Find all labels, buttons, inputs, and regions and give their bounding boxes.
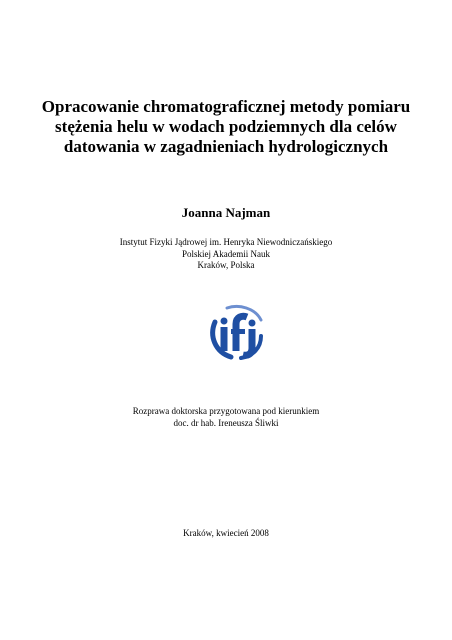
affiliation-line-3: Kraków, Polska — [197, 260, 255, 270]
affiliation-line-2: Polskiej Akademii Nauk — [182, 248, 270, 259]
place-and-date: Kraków, kwiecień 2008 — [183, 528, 269, 538]
thesis-supervision-line-1: Rozprawa doktorska przygotowana pod kierunkiem — [132, 406, 320, 416]
logo-f-bar — [231, 329, 245, 334]
thesis-title-line-1: Opracowanie chromatograficznej metody pomiaru — [41, 97, 411, 116]
institute-logo-ifj-icon — [205, 302, 267, 362]
logo-i-stem — [221, 327, 228, 351]
logo-i-dot — [221, 318, 228, 325]
logo-j-dot — [249, 320, 256, 327]
author-name: Joanna Najman — [181, 205, 271, 220]
institute-logo-svg — [205, 302, 267, 362]
thesis-title-line-2: stężenia helu w wodach podziemnych dla celów — [55, 117, 397, 136]
thesis-title-line-3: datowania w zagadnieniach hydrologicznych — [63, 137, 389, 156]
thesis-title — [0, 97, 452, 157]
thesis-supervision — [0, 406, 452, 429]
affiliation-line-1: Instytut Fizyki Jądrowej im. Henryka Niewodniczańskiego — [119, 237, 333, 247]
affiliation — [0, 237, 452, 272]
thesis-supervision-line-2: doc. dr hab. Ireneusza Śliwki — [173, 417, 279, 428]
